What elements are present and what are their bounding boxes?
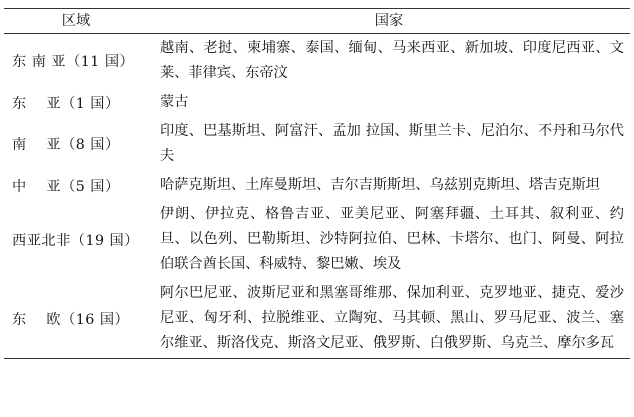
region-cell: 中 亚（5 国） [12, 178, 120, 195]
region-cell: 南 亚（8 国） [12, 137, 120, 153]
table-row [4, 34, 630, 89]
countries-cell: 伊朗、伊拉克、格鲁吉亚、亚美尼亚、阿塞拜疆、土耳其、叙利亚、约旦、以色列、巴勒斯坦、沙特阿拉伯、巴林、卡塔尔、也门、阿曼、阿拉伯联合酋长国、科威特、黎巴嫩、埃及 [160, 206, 624, 272]
table-row [4, 88, 630, 117]
table-row [4, 117, 630, 171]
table-row [4, 279, 630, 359]
countries-cell: 印度、巴基斯坦、阿富汗、孟加 拉国、斯里兰卡、尼泊尔、不丹和马尔代夫 [160, 123, 624, 164]
region-cell: 东 亚（1 国） [12, 95, 120, 112]
region-cell: 东 欧（16 国） [4, 279, 148, 359]
table-row [4, 171, 630, 200]
region-country-table [4, 8, 630, 359]
countries-cell: 越南、老挝、柬埔寨、泰国、缅甸、马来西亚、新加坡、印度尼西亚、文莱、菲律宾、东帝汶 [160, 40, 624, 81]
region-cell: 西亚北非（19 国） [12, 232, 139, 249]
countries-cell: 阿尔巴尼亚、波斯尼亚和黑塞哥维那、保加利亚、克罗地亚、捷克、爱沙尼亚、匈牙利、拉脱维亚、立陶宛、马其顿、黑山、罗马尼亚、波兰、塞尔维亚、斯洛伐克、斯洛文尼亚、俄罗斯、白俄罗斯、乌克兰、摩尔多瓦 [148, 279, 630, 359]
region-cell: 东 南 亚（11 国） [12, 54, 135, 70]
header-countries: 国家 [148, 9, 630, 34]
table-row [4, 200, 630, 279]
countries-cell: 蒙古 [160, 94, 189, 110]
header-row [4, 9, 630, 34]
header-region: 区域 [4, 9, 148, 34]
countries-cell: 哈萨克斯坦、土库曼斯坦、吉尔吉斯斯坦、乌兹别克斯坦、塔吉克斯坦 [160, 177, 600, 193]
